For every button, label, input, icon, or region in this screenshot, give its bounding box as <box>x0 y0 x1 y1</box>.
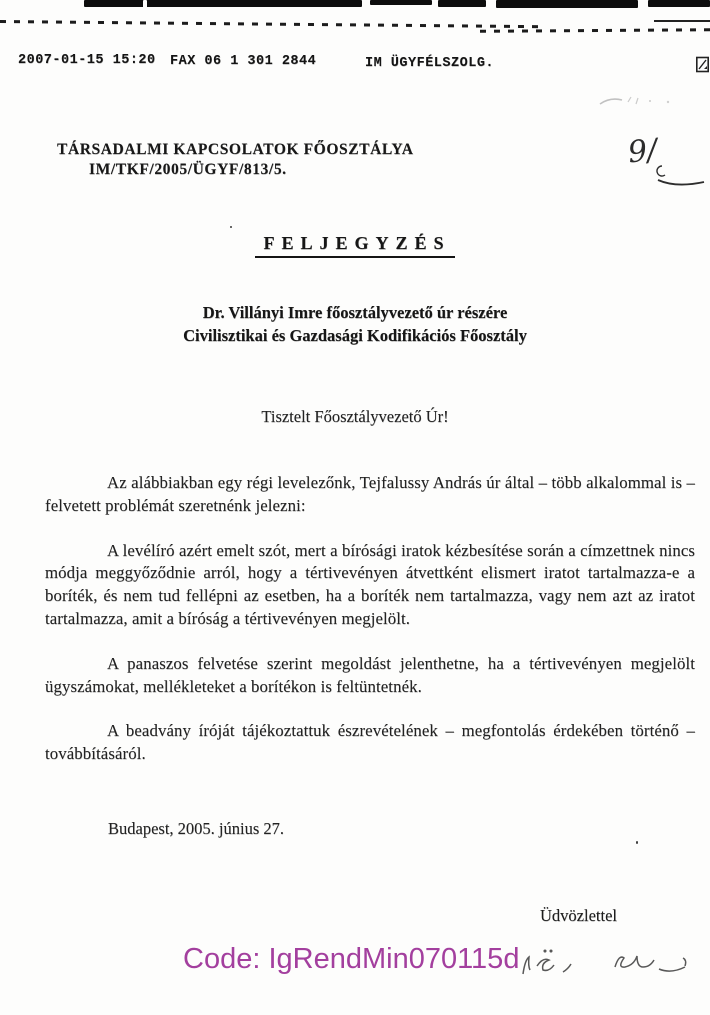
reference-number: IM/TKF/2005/ÜGYF/813/5. <box>89 161 287 178</box>
code-value: IgRendMin070115d <box>268 943 520 975</box>
top-bar-segment <box>438 0 486 7</box>
fax-timestamp: 2007-01-15 15:20 <box>18 53 156 68</box>
code-watermark <box>183 943 519 976</box>
fax-number: FAX 06 1 301 2844 <box>170 54 317 69</box>
title-text: FELJEGYZÉS <box>255 233 454 258</box>
solid-line <box>654 20 710 22</box>
fax-sender: IM ÜGYFÉLSZOLG. <box>365 56 495 71</box>
top-bar-segment <box>84 0 362 7</box>
department-name: TÁRSADALMI KAPCSOLATOK FŐOSZTÁLYA <box>57 141 414 158</box>
date-line: Budapest, 2005. június 27. <box>108 819 284 838</box>
code-label: Code: <box>183 943 269 975</box>
top-bar-segment <box>496 0 638 8</box>
recipient-department: Civilisztikai és Gazdasági Kodifikációs Főosztály <box>183 326 527 345</box>
fax-page-icon <box>696 56 709 78</box>
scan-speckle <box>230 226 232 228</box>
paragraph-4: A beadvány íróját tájékoztattuk észrevételének – megfontolás érdekében történő – továbbításáról. <box>45 721 695 764</box>
handwritten-filing-mark: 9/ <box>626 132 659 171</box>
dashed-line <box>0 20 545 28</box>
letter-body <box>45 472 695 788</box>
fax-header <box>0 53 710 73</box>
handwritten-signature <box>515 936 700 984</box>
letterhead <box>57 140 414 180</box>
paragraph-3: A panaszos felvetése szerint megoldást jelenthetne, ha a tértivevényen megjelölt ügyszámokat, mellékleteket a borítékon is feltüntetnék. <box>45 653 695 696</box>
dashed-line <box>480 28 710 33</box>
recipient-block <box>0 301 710 347</box>
salutation: Tisztelt Főosztályvezető Úr! <box>261 407 449 426</box>
pencil-smudge <box>598 92 674 110</box>
top-bar-segment <box>370 0 432 5</box>
paragraph-2: A levélíró azért emelt szót, mert a bírósági iratok kézbesítése során a címzettnek nincs módja meggyőződnie arról, hogy a tértivevényen átvettként elismert iratot tartalmazza-e a boríték, és nem tud fellépni az esetben, ha a boríték nem tartalmazza, vagy nem azt az iratot tartalmazza, amit a bíróság a tértivevényen megjelölt. <box>45 540 695 628</box>
top-bar-segment <box>648 0 710 7</box>
top-bar-gap <box>143 0 147 9</box>
document-title <box>0 233 710 258</box>
paragraph-1: Az alábbiakban egy régi levelezőnk, Tejfalussy András úr által – több alkalommal is – felvetett problémát szeretnénk jelezni: <box>45 473 695 515</box>
handwritten-flourish <box>648 156 708 190</box>
closing-salutation: Üdvözlettel <box>540 906 617 925</box>
scan-speckle <box>636 841 638 844</box>
recipient-name: Dr. Villányi Imre főosztályvezető úr részére <box>202 303 508 322</box>
